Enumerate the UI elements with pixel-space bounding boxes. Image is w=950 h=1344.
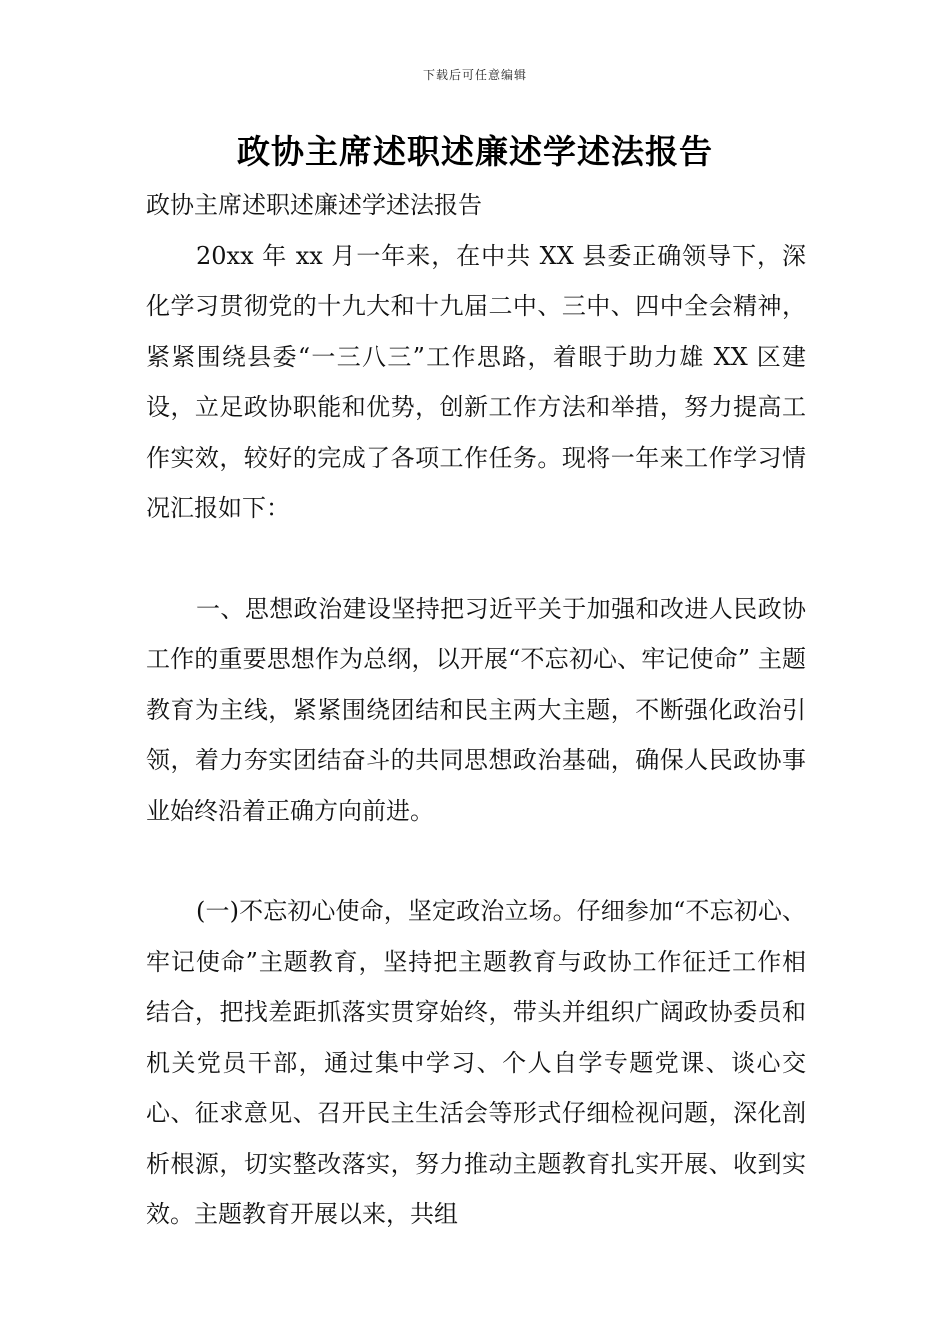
header-note: 下载后可任意编辑 <box>422 68 527 82</box>
paragraph-intro: 20xx 年 xx 月一年来，在中共 XX 县委正确领导下，深化学习贯彻党的十九大和十九届二中、三中、四中全会精神，紧紧围绕县委“一三八三”工作思路，着眼于助力雄 XX 区建设，立足政协职能和优势，创新工作方法和举措，努力提高工作实效，较好的完成了各项工作任务。现将一年来工作学习情况汇报如下： <box>146 241 806 522</box>
document-title: 政协主席述职述廉述学述法报告 <box>237 132 713 171</box>
document-body <box>146 180 806 1240</box>
paragraph-section-one: 一、思想政治建设坚持把习近平关于加强和改进人民政协工作的重要思想作为总纲，以开展“不忘初心、牢记使命” 主题教育为主线，紧紧围绕团结和民主两大主题，不断强化政治引领，着力夯实团结奋斗的共同思想政治基础，确保人民政协事业始终沿着正确方向前进。 <box>146 594 806 825</box>
paragraph-subsection-one: (一)不忘初心使命，坚定政治立场。仔细参加“不忘初心、牢记使命”主题教育，坚持把主题教育与政协工作征迁工作相结合，把找差距抓落实贯穿始终，带头并组织广阔政协委员和机关党员干部，通过集中学习、个人自学专题党课、谈心交心、征求意见、召开民主生活会等形式仔细检视问题，深化剖析根源，切实整改落实，努力推动主题教育扎实开展、收到实效。主题教育开展以来，共组 <box>146 897 806 1228</box>
document-subtitle: 政协主席述职述廉述学述法报告 <box>146 191 482 219</box>
